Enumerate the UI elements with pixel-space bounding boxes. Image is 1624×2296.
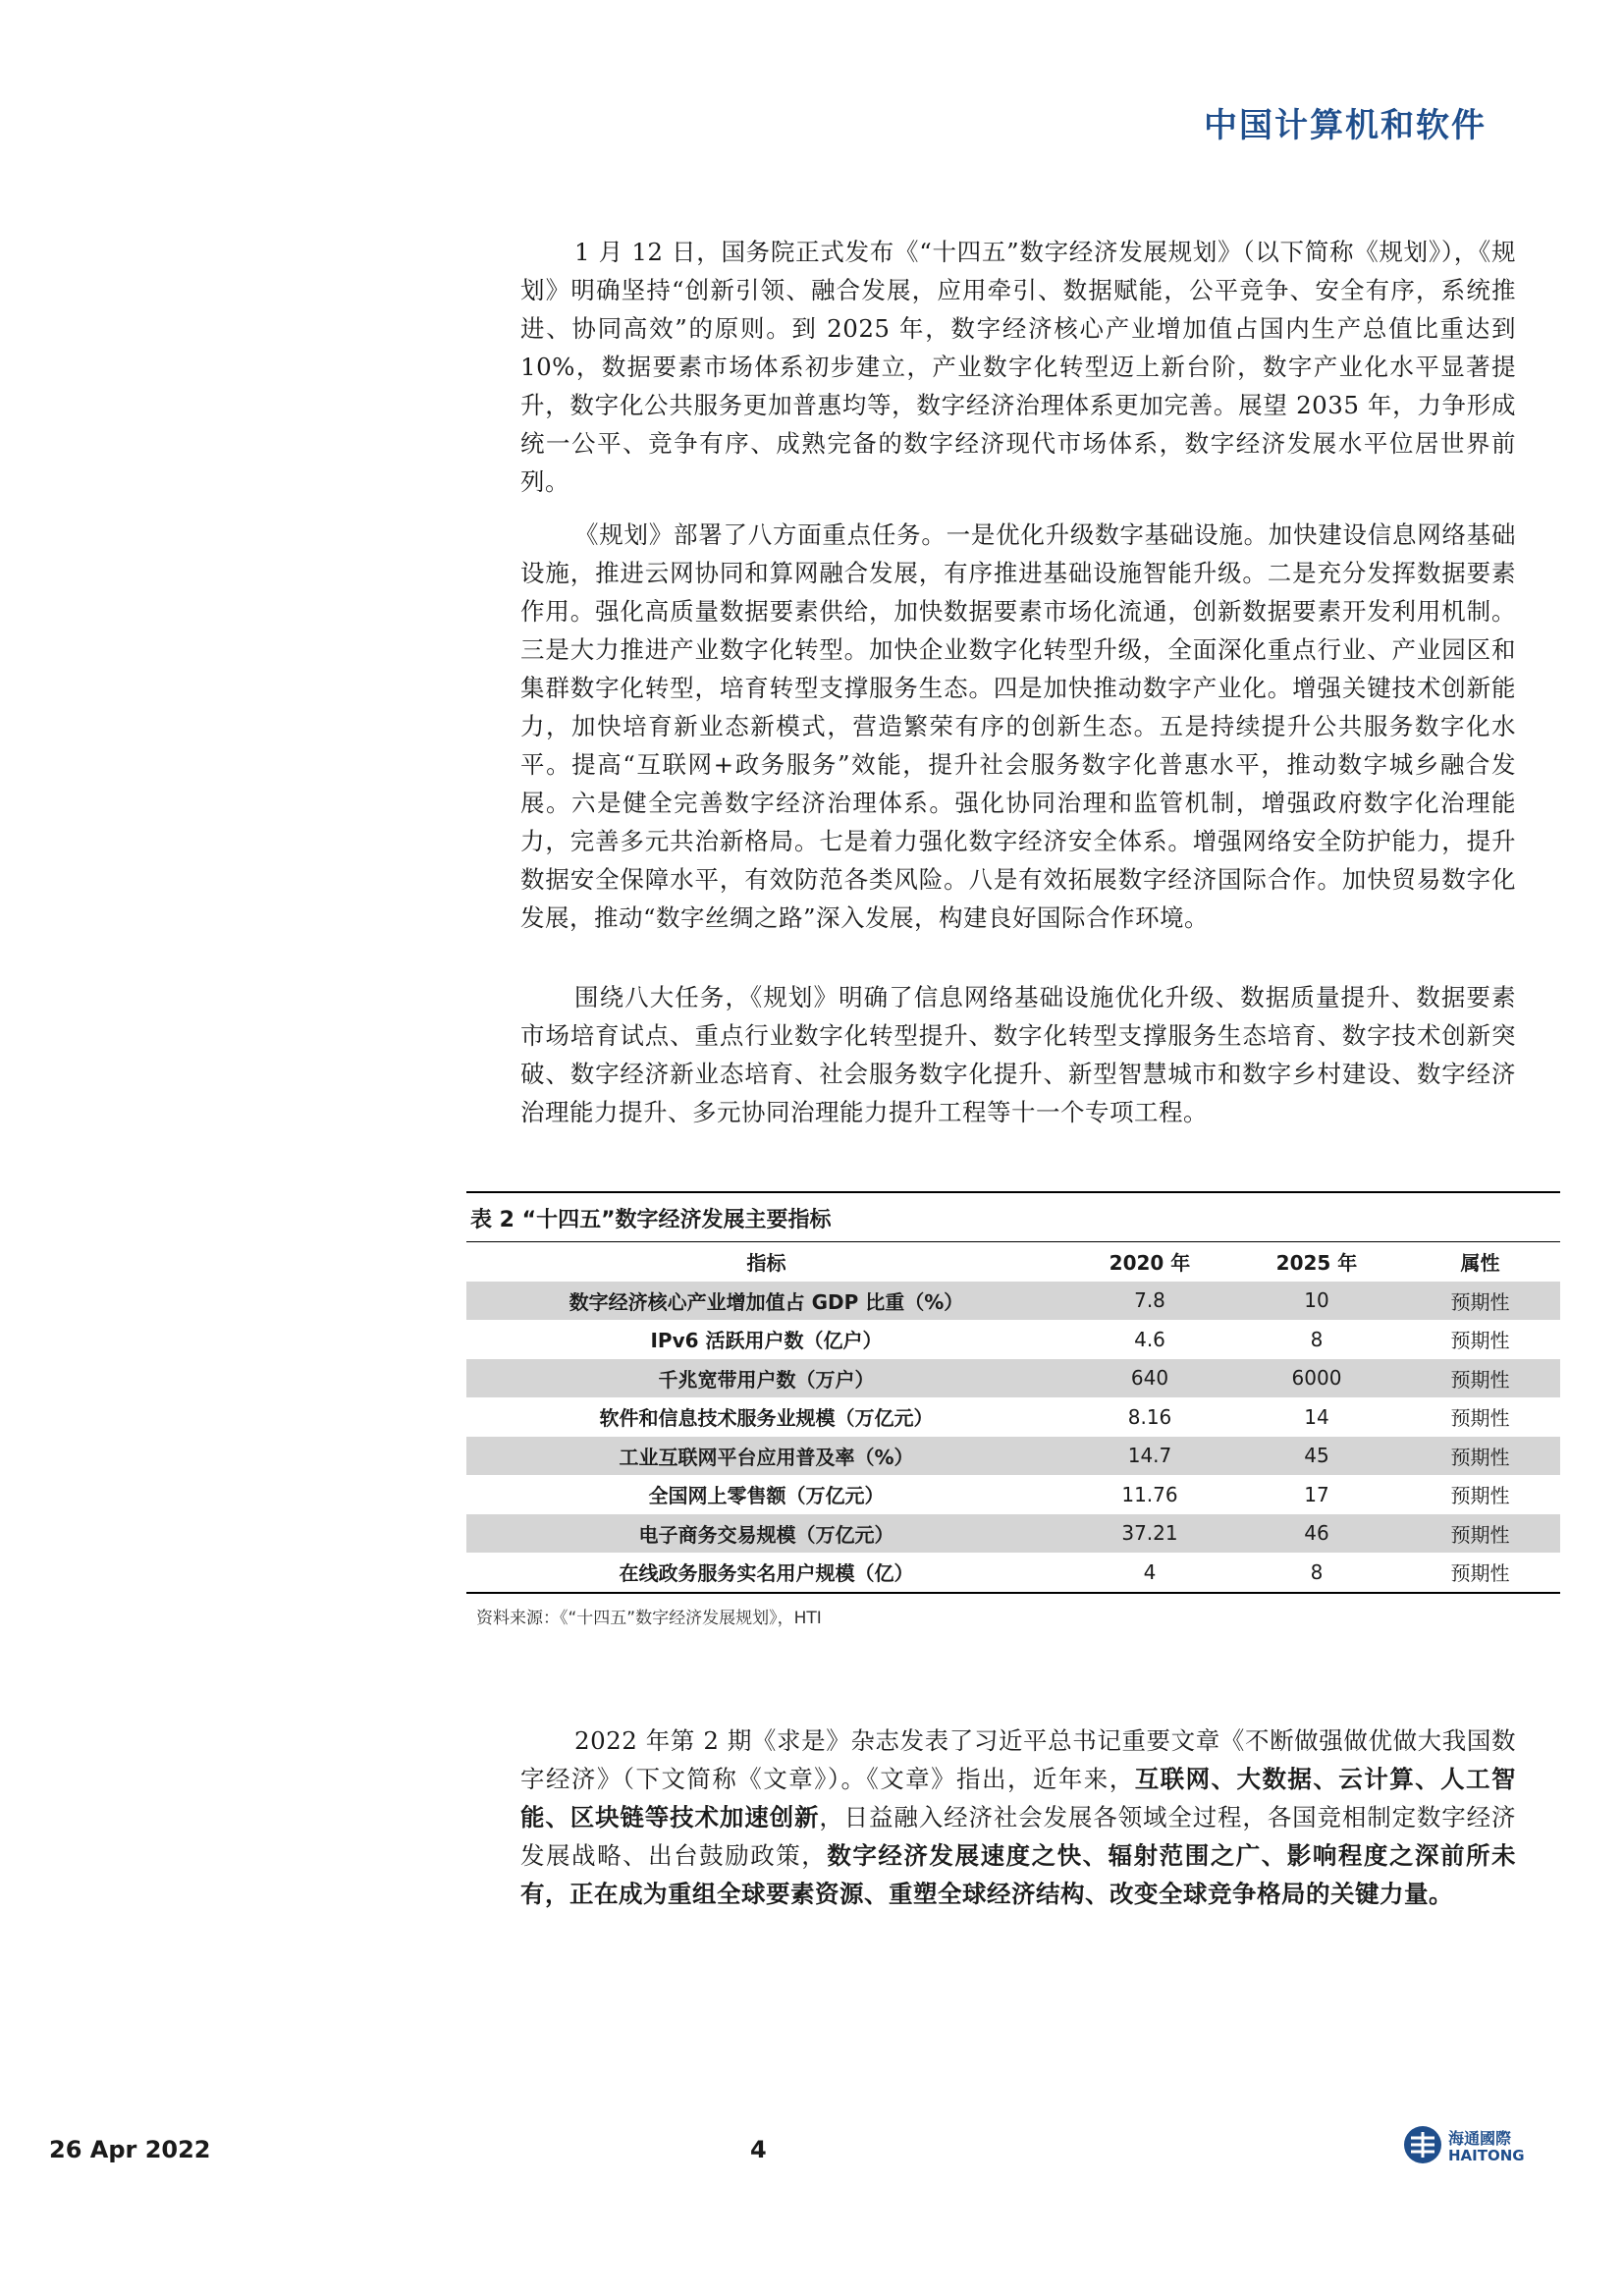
- article-bold-1: 互联网、大数据、云计算、人工智能、区块链等技术加速创新: [520, 1765, 1517, 1831]
- row-2025-value: 8: [1233, 1553, 1400, 1593]
- row-attribute: 预期性: [1400, 1437, 1560, 1476]
- row-2020-value: 4.6: [1134, 1327, 1165, 1351]
- haitong-logo: [1402, 2124, 1540, 2169]
- table-row: [466, 1397, 1560, 1437]
- header-2025: 2025 年: [1275, 1251, 1358, 1276]
- row-attribute: 预期性: [1450, 1484, 1510, 1508]
- row-2020-value: 37.21: [1066, 1514, 1233, 1554]
- row-2025-value: 45: [1233, 1437, 1400, 1476]
- row-indicator: 软件和信息技术服务业规模（万亿元）: [599, 1406, 934, 1431]
- footer-date: 26 Apr 2022: [49, 2136, 211, 2163]
- row-2020-value: 8.16: [1127, 1404, 1172, 1429]
- row-attribute: 预期性: [1400, 1359, 1560, 1398]
- report-header-title: 中国计算机和软件: [1204, 106, 1487, 145]
- haitong-logo-icon: [1402, 2124, 1443, 2165]
- header-attribute: 属性: [1460, 1251, 1500, 1276]
- logo-chinese-text: 海通國際: [1448, 2129, 1512, 2148]
- table-row: [466, 1475, 1560, 1514]
- table-source-note: 资料来源：《“十四五”数字经济发展规划》，HTI: [476, 1609, 822, 1628]
- paragraph-plan-overview: 1 月 12 日，国务院正式发布《“十四五”数字经济发展规划》（以下简称《规划》），《规划》明确坚持“创新引领、融合发展，应用牵引、数据赋能，公平竞争、安全有序，系统推进、协同高效”的原则。到 2025 年，数字经济核心产业增加值占国内生产总值比重达到 10%，数据要素市场体系初步建立，产业数字化转型迈上新台阶，数字产业化水平显著提升，数字化公共服务更加普惠均等，数字经济治理体系更加完善。展望 2035 年，力争形成统一公平、竞争有序、成熟完备的数字经济现代市场体系，数字经济发展水平位居世界前列。: [520, 238, 1516, 496]
- row-indicator: IPv6 活跃用户数（亿户）: [650, 1329, 883, 1353]
- indicator-table-block: [466, 1191, 1560, 1594]
- row-attribute: 预期性: [1450, 1329, 1510, 1353]
- row-attribute: 预期性: [1400, 1553, 1560, 1593]
- table-row: [466, 1282, 1560, 1321]
- header-2020: 2020 年: [1109, 1251, 1191, 1276]
- table-row: [466, 1514, 1560, 1554]
- header-indicator: 指标: [746, 1251, 786, 1276]
- article-text-2: ，日益融入经济社会发展各领域全过程，各国竞相制定数字经济发展战略、出台鼓励政策，: [520, 1803, 1517, 1870]
- paragraph-special-projects: 围绕八大任务，《规划》明确了信息网络基础设施优化升级、数据质量提升、数据要素市场培育试点、重点行业数字化转型提升、数字化转型支撑服务生态培育、数字技术创新突破、数字经济新业态培育、社会服务数字化提升、新型智慧城市和数字乡村建设、数字经济治理能力提升、多元协同治理能力提升工程等十一个专项工程。: [520, 983, 1516, 1126]
- row-2025-value: 17: [1304, 1482, 1329, 1506]
- row-attribute: 预期性: [1400, 1514, 1560, 1554]
- row-2025-value: 14: [1304, 1404, 1329, 1429]
- table-row: [466, 1553, 1560, 1593]
- indicator-table: [466, 1242, 1560, 1594]
- row-indicator: 电子商务交易规模（万亿元）: [466, 1514, 1066, 1554]
- row-indicator: 数字经济核心产业增加值占 GDP 比重（%）: [466, 1282, 1066, 1321]
- row-attribute: 预期性: [1400, 1282, 1560, 1321]
- table-header-row: [466, 1242, 1560, 1282]
- row-2020-value: 14.7: [1066, 1437, 1233, 1476]
- row-2025-value: 46: [1233, 1514, 1400, 1554]
- table-row: [466, 1359, 1560, 1398]
- row-attribute: 预期性: [1450, 1406, 1510, 1431]
- row-indicator: 全国网上零售额（万亿元）: [648, 1484, 885, 1508]
- row-2020-value: 4: [1066, 1553, 1233, 1593]
- paragraph-key-tasks: 《规划》部署了八方面重点任务。一是优化升级数字基础设施。加快建设信息网络基础设施，推进云网协同和算网融合发展，有序推进基础设施智能升级。二是充分发挥数据要素作用。强化高质量数据要素供给，加快数据要素市场化流通，创新数据要素开发利用机制。三是大力推进产业数字化转型。加快企业数字化转型升级，全面深化重点行业、产业园区和集群数字化转型，培育转型支撑服务生态。四是加快推动数字产业化。增强关键技术创新能力，加快培育新业态新模式，营造繁荣有序的创新生态。五是持续提升公共服务数字化水平。提高“互联网+政务服务”效能，提升社会服务数字化普惠水平，推动数字城乡融合发展。六是健全完善数字经济治理体系。强化协同治理和监管机制，增强政府数字化治理能力，完善多元共治新格局。七是着力强化数字经济安全体系。增强网络安全防护能力，提升数据安全保障水平，有效防范各类风险。八是有效拓展数字经济国际合作。加快贸易数字化发展，推动“数字丝绸之路”深入发展，构建良好国际合作环境。: [520, 520, 1516, 932]
- article-text-1: 2022 年第 2 期《求是》杂志发表了习近平总书记重要文章《不断做强做优做大我国数字经济》（下文简称《文章》）。《文章》指出，近年来，: [520, 1726, 1516, 1793]
- row-indicator: 工业互联网平台应用普及率（%）: [466, 1437, 1066, 1476]
- row-indicator: 在线政务服务实名用户规模（亿）: [466, 1553, 1066, 1593]
- row-2025-value: 8: [1310, 1327, 1324, 1351]
- logo-english-text: HAITONG: [1448, 2147, 1525, 2164]
- paragraph-qiushi-article: [520, 1722, 1516, 1913]
- table-row: [466, 1320, 1560, 1359]
- row-2020-value: 11.76: [1121, 1482, 1178, 1506]
- row-2025-value: 6000: [1233, 1359, 1400, 1398]
- article-bold-2: 数字经济发展速度之快、辐射范围之广、影响程度之深前所未有，正在成为重组全球要素资源、重塑全球经济结构、改变全球竞争格局的关键力量。: [520, 1841, 1517, 1908]
- table-caption: 表 2 “十四五”数字经济发展主要指标: [466, 1193, 1560, 1242]
- row-indicator: 千兆宽带用户数（万户）: [466, 1359, 1066, 1398]
- row-2020-value: 640: [1066, 1359, 1233, 1398]
- row-2020-value: 7.8: [1066, 1282, 1233, 1321]
- page-number: 4: [750, 2136, 767, 2163]
- row-2025-value: 10: [1233, 1282, 1400, 1321]
- table-row: [466, 1437, 1560, 1476]
